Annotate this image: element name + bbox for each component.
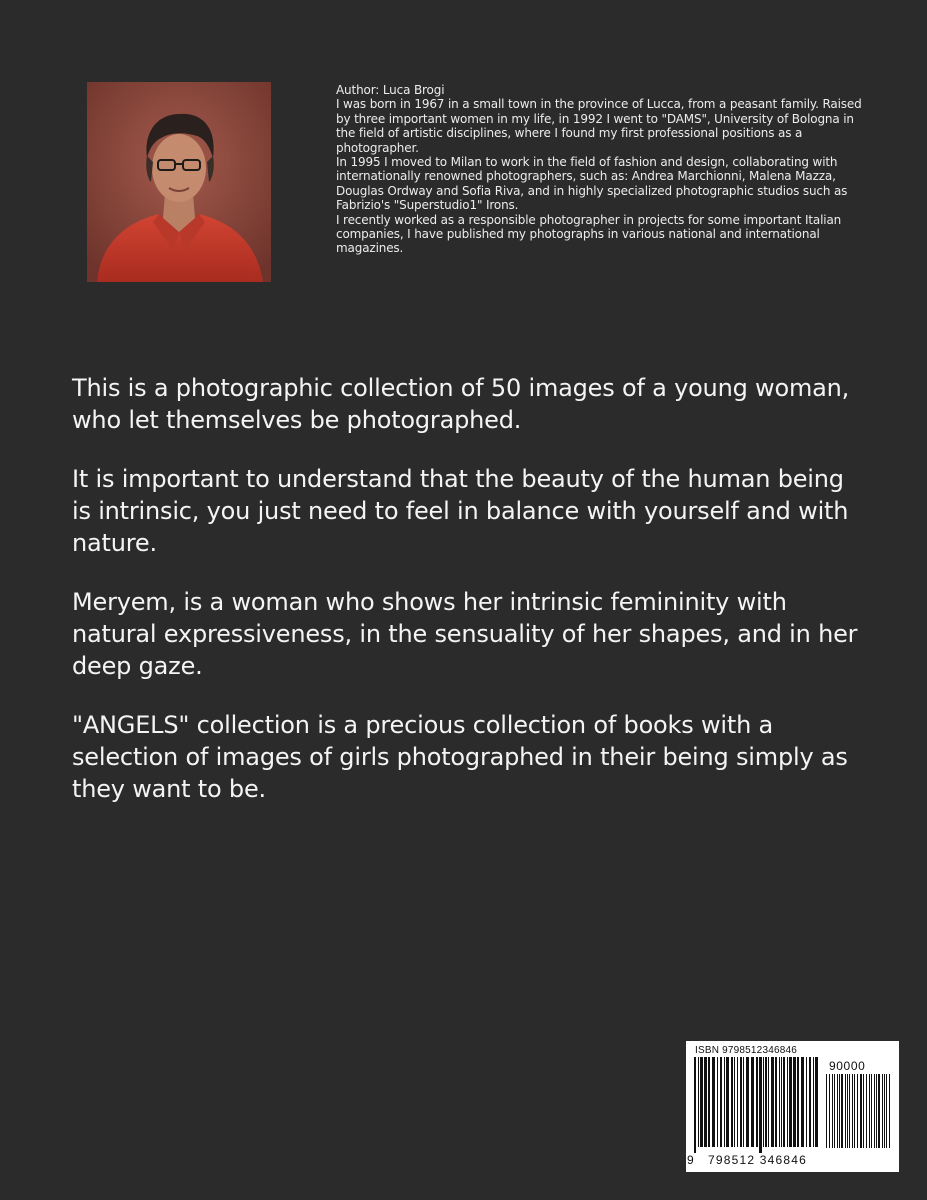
barcode-stripe [737,1057,738,1147]
barcode-stripe [834,1074,835,1148]
barcode-digits: 798512 346846 [708,1153,808,1167]
barcode-stripe [759,1057,762,1153]
barcode-stripe [874,1074,875,1148]
description-paragraph: This is a photographic collection of 50 images of a young woman, who let themselves be photographed. [72,374,850,434]
barcode-stripe [781,1057,782,1147]
barcode-stripe [884,1074,885,1148]
description-paragraph: "ANGELS" collection is a precious collection of books with a selection of images of girls photographed in their being simply as they want to be. [72,711,848,803]
bio-paragraph: In 1995 I moved to Milan to work in the field of fashion and design, collaborating with internationally renowned photographers, such as: Andrea Marchionni, Malena Mazza, Douglas Ordway and Sofia Riva, and in highly specialized photographic studios such as Fabrizio's "Superstudio1" Irons. [336,155,848,213]
description-paragraph: Meryem, is a woman who shows her intrinsic femininity with natural expressiveness, in the sensuality of her shapes, and in her deep gaze. [72,588,858,680]
barcode-stripe [700,1057,703,1147]
barcode-stripe [889,1074,890,1148]
barcode-stripe [826,1074,827,1148]
barcode-stripe [806,1057,807,1147]
barcode-stripe [712,1057,715,1147]
barcode-stripe [882,1074,883,1148]
barcode-stripe [768,1057,769,1147]
bio-paragraph: I was born in 1967 in a small town in the province of Lucca, from a peasant family. Raised by three important women in my life, in 1992 I went to "DAMS", University of Bologna in the field of artistic disciplines, where I found my first professional positions as a photographer. [336,97,862,155]
isbn-label: ISBN 9798512346846 [695,1045,798,1056]
barcode-stripe [839,1074,840,1148]
barcode-stripe [731,1057,733,1147]
barcode-stripe [837,1074,838,1148]
barcode-stripe [740,1057,742,1147]
description-paragraph: It is important to understand that the beauty of the human being is intrinsic, you just need to feel in balance with yourself and with nature. [72,465,849,557]
barcode-stripe [724,1057,725,1147]
barcode-stripe [854,1074,855,1148]
barcode-stripe [857,1074,858,1148]
barcode-stripe [845,1074,846,1148]
barcode-stripe [763,1057,764,1147]
author-portrait-image [87,82,271,282]
barcode-stripe [746,1057,749,1147]
barcode-stripe [694,1057,696,1153]
book-description [72,372,862,832]
barcode-addon-bars [826,1074,892,1148]
author-name: Author: Luca Brogi [336,83,445,97]
barcode-stripe [815,1057,818,1147]
barcode-stripe [751,1057,754,1147]
barcode-stripe [734,1057,735,1147]
barcode-bars [694,1057,822,1153]
barcode-stripe [869,1074,870,1148]
author-photo [87,82,271,282]
barcode-stripe [717,1057,718,1147]
barcode-stripe [829,1074,830,1148]
barcode-stripe [793,1057,796,1147]
barcode-stripe [765,1057,767,1147]
barcode-stripe [787,1057,788,1147]
barcode-stripe [698,1057,699,1147]
barcode-stripe [813,1057,814,1147]
barcode-stripe [841,1074,843,1148]
barcode-stripe [797,1057,799,1147]
barcode-stripe [726,1057,729,1147]
barcode-stripe [771,1057,774,1147]
barcode-first-digit: 9 [687,1153,694,1167]
barcode-stripe [863,1074,864,1148]
barcode-stripe [832,1074,833,1148]
barcode-stripe [756,1057,758,1147]
barcode-stripe [743,1057,744,1147]
barcode-stripe [866,1074,867,1148]
barcode-stripe [849,1074,850,1148]
barcode-stripe [860,1074,862,1148]
barcode-stripe [852,1074,853,1148]
barcode-stripe [847,1074,848,1148]
bio-paragraph: I recently worked as a responsible photographer in projects for some important Italian companies, I have published my photographs in various national and international magazines. [336,212,842,256]
barcode-stripe [708,1057,710,1147]
barcode-stripe [886,1074,887,1148]
barcode-stripe [779,1057,780,1147]
barcode-stripe [789,1057,792,1147]
price-code: 90000 [829,1059,866,1073]
barcode-stripe [876,1074,877,1148]
barcode-stripe [801,1057,804,1147]
barcode-stripe [878,1074,880,1148]
barcode-stripe [704,1057,707,1147]
barcode-stripe [775,1057,777,1147]
barcode-stripe [871,1074,872,1148]
barcode-stripe [720,1057,722,1147]
barcode-stripe [783,1057,785,1147]
isbn-barcode [686,1041,899,1172]
barcode-stripe [809,1057,811,1147]
author-bio [336,83,866,256]
